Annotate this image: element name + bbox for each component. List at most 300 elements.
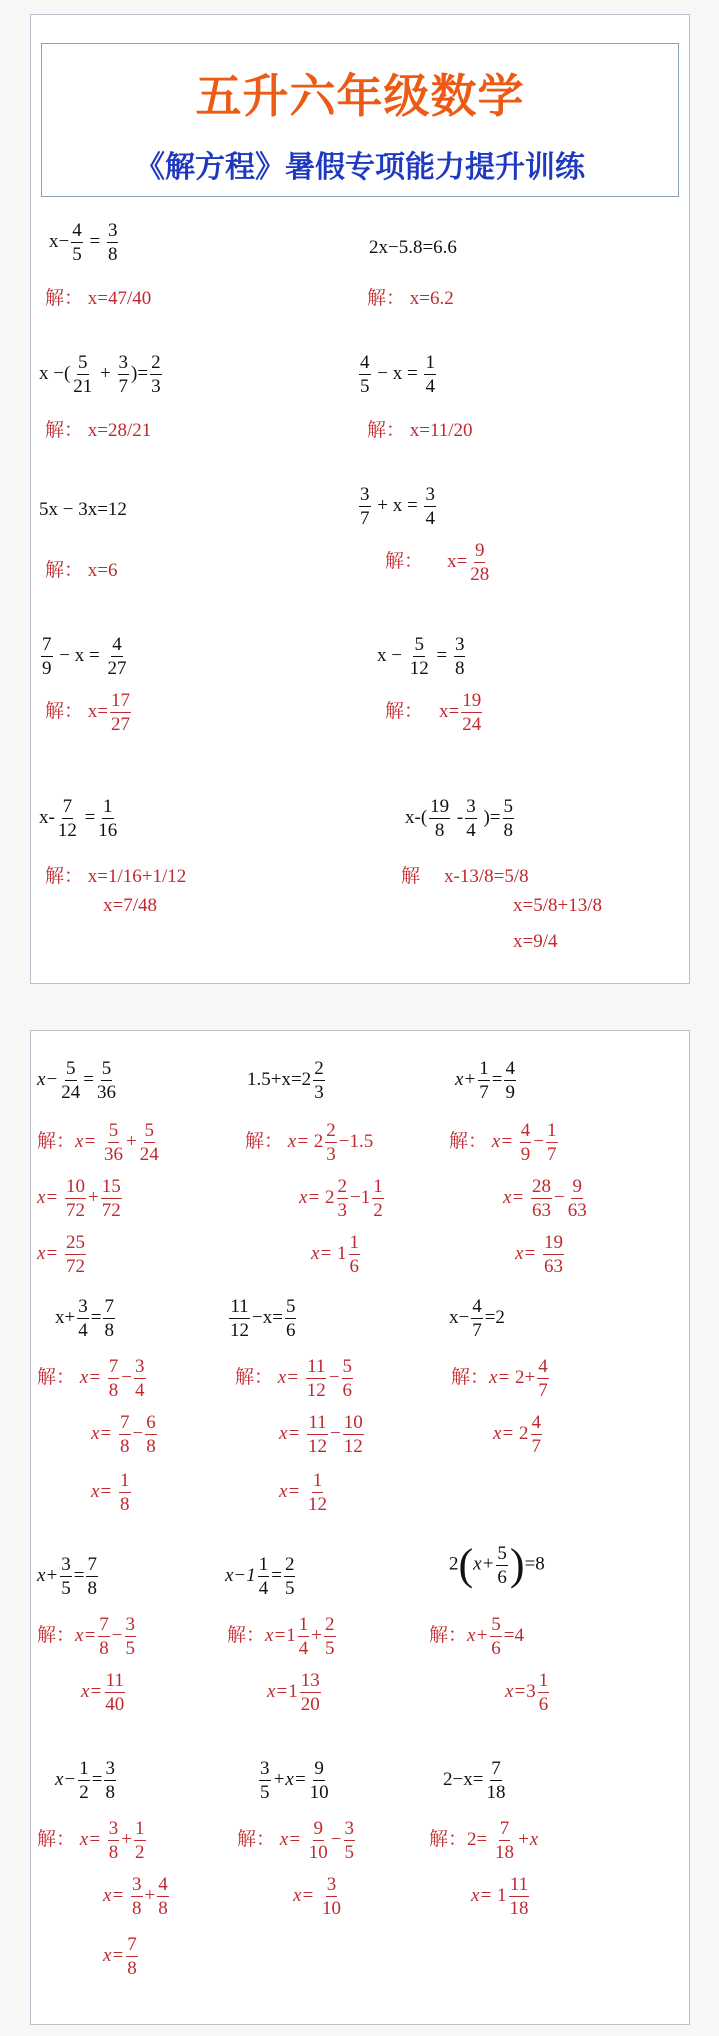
denominator: 4	[425, 508, 435, 529]
denominator: 5	[284, 1578, 295, 1599]
denominator: 8	[99, 1638, 109, 1659]
denominator: 5	[325, 1638, 335, 1659]
solution-q3	[449, 1121, 560, 1164]
denominator: 7	[360, 508, 370, 529]
solution-q4-step-2	[91, 1413, 159, 1456]
fraction	[106, 635, 127, 678]
fraction	[531, 1177, 552, 1220]
math-term: 2	[449, 1553, 459, 1575]
math-term: 2	[519, 1422, 529, 1444]
solution-q2	[245, 1121, 373, 1164]
numerator: 5	[497, 1542, 507, 1564]
math-term: 解：	[237, 1828, 276, 1850]
fraction	[104, 1759, 116, 1802]
solution-q1-step-3	[37, 1233, 88, 1276]
math-term: )=	[131, 362, 149, 384]
fraction	[372, 1177, 384, 1220]
numerator: 3	[61, 1554, 71, 1575]
fraction	[108, 1819, 120, 1862]
denominator: 28	[470, 564, 490, 585]
fraction	[108, 1357, 120, 1400]
solution-10-step-2: x=5/8+13/8	[513, 895, 602, 916]
fraction	[131, 1875, 143, 1918]
math-term: x −(	[39, 362, 71, 384]
numerator: 17	[110, 690, 130, 711]
math-term: 1	[497, 1884, 507, 1906]
numerator: 7	[99, 1614, 109, 1635]
numerator: 4	[158, 1874, 168, 1895]
denominator: 9	[520, 1144, 531, 1165]
fraction	[119, 1413, 131, 1456]
numerator: 11	[230, 1296, 249, 1317]
fraction	[71, 221, 83, 264]
numerator: 3	[326, 1874, 337, 1895]
numerator: 5	[342, 1356, 352, 1377]
denominator: 8	[454, 658, 465, 679]
solution-q6-step-2	[493, 1413, 544, 1456]
denominator: 3	[337, 1200, 348, 1221]
math-term: 2−x=	[443, 1768, 484, 1790]
math-term: x-	[39, 806, 55, 828]
math-term: +	[126, 1130, 137, 1152]
fraction	[307, 1413, 328, 1456]
solution-q11	[237, 1819, 357, 1862]
math-term: x=	[515, 1242, 537, 1264]
fraction	[306, 1357, 327, 1400]
fraction	[469, 541, 490, 584]
equation-q3	[455, 1059, 518, 1102]
numerator: 7	[104, 1296, 114, 1317]
math-term: 1.5+x=2	[247, 1068, 312, 1090]
denominator: 10	[308, 1842, 328, 1863]
denominator: 9	[42, 658, 52, 679]
numerator: 1	[479, 1058, 489, 1079]
math-term: 1	[286, 1624, 296, 1646]
math-term: =	[83, 1068, 94, 1090]
denominator: 6	[342, 1380, 352, 1401]
solution-q2-step-3	[311, 1233, 362, 1276]
denominator: 7	[479, 1082, 489, 1103]
math-term: (	[458, 1540, 474, 1589]
fraction	[504, 1059, 516, 1102]
solution-q12-step-2	[471, 1875, 532, 1918]
fraction	[359, 485, 371, 528]
math-term: 2	[313, 1130, 324, 1152]
math-term: =	[91, 1768, 103, 1790]
math-term: −	[111, 1624, 123, 1646]
math-term: =2	[484, 1306, 505, 1328]
fraction	[101, 1177, 122, 1220]
denominator: 72	[66, 1256, 86, 1277]
fraction	[494, 1819, 515, 1862]
numerator: 3	[132, 1874, 142, 1895]
math-term: − x =	[372, 362, 423, 384]
solution-5	[45, 555, 117, 582]
numerator: 9	[572, 1176, 582, 1197]
numerator: 3	[344, 1818, 354, 1839]
math-term: x=	[293, 1884, 315, 1906]
denominator: 5	[260, 1782, 270, 1803]
denominator: 9	[505, 1082, 515, 1103]
denominator: 4	[135, 1380, 145, 1401]
denominator: 5	[72, 244, 82, 265]
numerator: 5	[285, 1296, 296, 1317]
denominator: 27	[107, 658, 127, 679]
numerator: 4	[520, 1120, 531, 1141]
math-term: 解：	[227, 1624, 266, 1646]
numerator: 28	[532, 1176, 552, 1197]
solution-3	[45, 415, 151, 442]
page-title: 五升六年级数学	[195, 71, 525, 122]
denominator: 6	[349, 1256, 360, 1277]
numerator: 11	[308, 1412, 327, 1433]
math-term: x=	[279, 1828, 302, 1850]
fraction	[298, 1615, 310, 1658]
numerator: 1	[298, 1614, 309, 1635]
solution-q6	[451, 1357, 551, 1400]
denominator: 2	[79, 1782, 89, 1803]
math-term: 解：	[37, 1624, 76, 1646]
math-term: =	[84, 230, 105, 252]
math-term: 2=	[467, 1828, 488, 1850]
math-term: 解：	[45, 420, 84, 441]
denominator: 7	[547, 1144, 557, 1165]
denominator: 2	[373, 1200, 383, 1221]
denominator: 6	[285, 1320, 296, 1341]
math-term: 解：	[367, 288, 406, 309]
fraction	[546, 1121, 558, 1164]
math-term: =8	[524, 1553, 545, 1575]
math-term: x=	[37, 1186, 59, 1208]
denominator: 8	[104, 1320, 114, 1341]
math-term: x=6.2	[409, 288, 454, 309]
math-term: x=	[279, 1480, 301, 1502]
math-term: 3	[526, 1680, 536, 1702]
denominator: 8	[158, 1898, 168, 1919]
fraction	[344, 1819, 356, 1862]
numerator: 3	[105, 1758, 115, 1779]
fraction	[337, 1177, 349, 1220]
math-term: =	[90, 1306, 102, 1328]
math-term: 2+	[515, 1366, 536, 1388]
fraction	[103, 1121, 124, 1164]
denominator: 4	[425, 376, 435, 397]
numerator: 5	[78, 352, 88, 373]
denominator: 27	[110, 714, 130, 735]
math-term: x-(	[405, 806, 428, 828]
math-term: x−	[37, 1068, 59, 1090]
solution-q2-step-2	[299, 1177, 386, 1220]
equation-q4	[55, 1297, 117, 1340]
math-term: x−	[449, 1306, 470, 1328]
numerator: 7	[42, 634, 52, 655]
math-term: 解：	[37, 1366, 76, 1388]
denominator: 63	[544, 1256, 564, 1277]
fraction	[57, 797, 78, 840]
denominator: 3	[326, 1144, 336, 1165]
denominator: 10	[322, 1898, 342, 1919]
fraction	[509, 1875, 530, 1918]
fraction	[60, 1059, 81, 1102]
numerator: 2	[151, 352, 161, 373]
numerator: 3	[360, 484, 370, 505]
fraction	[285, 1297, 297, 1340]
solution-7	[45, 691, 133, 734]
math-term: −1.5	[338, 1130, 374, 1152]
worksheet-page-2	[30, 1030, 690, 2025]
math-term: x=	[81, 1680, 103, 1702]
numerator: 1	[349, 1232, 360, 1253]
fraction	[343, 1413, 364, 1456]
math-term: x=	[37, 1242, 59, 1264]
numerator: 2	[337, 1176, 348, 1197]
solution-q4-step-3	[91, 1471, 133, 1514]
fraction	[139, 1121, 160, 1164]
numerator: 3	[118, 352, 129, 373]
equation-q6	[449, 1297, 505, 1340]
solution-q1-step-2	[37, 1177, 124, 1220]
math-term: −x=	[252, 1306, 283, 1328]
solution-q10	[37, 1819, 148, 1862]
math-term: +	[144, 1884, 156, 1906]
solution-q5-step-2	[279, 1413, 366, 1456]
denominator: 20	[300, 1694, 320, 1715]
page-subtitle: 《解方程》暑假专项能力提升训练	[135, 151, 585, 184]
fraction	[150, 353, 162, 396]
math-term: x+	[473, 1553, 495, 1575]
numerator: 4	[505, 1058, 515, 1079]
denominator: 8	[503, 820, 514, 841]
math-term: −	[330, 1828, 342, 1850]
math-term: − x =	[54, 644, 105, 666]
fraction	[118, 353, 130, 396]
numerator: 1	[538, 1670, 549, 1691]
math-term: 解：	[367, 420, 406, 441]
numerator: 5	[101, 1058, 112, 1079]
math-term: =	[431, 644, 452, 666]
math-term: 解：	[45, 288, 84, 309]
fraction	[342, 1357, 354, 1400]
solution-8	[385, 691, 484, 734]
numerator: 11	[307, 1356, 326, 1377]
math-term: +	[311, 1624, 322, 1646]
math-term: 1	[288, 1680, 298, 1702]
denominator: 72	[101, 1200, 121, 1221]
numerator: 3	[454, 634, 465, 655]
math-term: x=	[447, 550, 468, 572]
math-term: x=	[265, 1624, 287, 1646]
fraction	[543, 1233, 564, 1276]
denominator: 12	[308, 1436, 328, 1457]
math-term: + x =	[372, 494, 423, 516]
numerator: 7	[108, 1356, 119, 1377]
math-term: x+	[467, 1624, 489, 1646]
math-term: 解：	[451, 1366, 490, 1388]
math-term: 解：	[245, 1130, 284, 1152]
denominator: 24	[462, 714, 482, 735]
fraction	[103, 1297, 115, 1340]
numerator: 4	[472, 1296, 482, 1317]
denominator: 40	[105, 1694, 125, 1715]
equation-5: 5x − 3x=12	[39, 499, 127, 520]
fraction	[324, 1615, 336, 1658]
numerator: 5	[108, 1120, 119, 1141]
solution-6	[385, 541, 492, 584]
numerator: 9	[474, 540, 485, 561]
denominator: 12	[343, 1436, 363, 1457]
math-term: -	[452, 806, 464, 828]
math-term: 解：	[45, 866, 84, 887]
fraction	[86, 1555, 98, 1598]
math-term: x=6	[87, 560, 118, 581]
math-term: )	[509, 1540, 525, 1589]
fraction	[134, 1819, 146, 1862]
denominator: 10	[309, 1782, 329, 1803]
fraction	[503, 797, 515, 840]
numerator: 5	[144, 1120, 154, 1141]
denominator: 12	[57, 820, 77, 841]
math-term: x=	[87, 700, 108, 722]
solution-q7-step-2	[81, 1671, 127, 1714]
fraction	[531, 1413, 543, 1456]
equation-3	[39, 353, 164, 396]
equation-q2	[247, 1059, 327, 1102]
denominator: 24	[61, 1082, 81, 1103]
numerator: 6	[146, 1412, 156, 1433]
math-term: x=	[491, 1130, 514, 1152]
fraction	[60, 1555, 72, 1598]
solution-q7	[37, 1615, 138, 1658]
math-term: −1	[350, 1186, 371, 1208]
denominator: 36	[96, 1082, 116, 1103]
solution-4	[367, 415, 473, 442]
numerator: 1	[135, 1818, 145, 1839]
numerator: 15	[101, 1176, 121, 1197]
denominator: 5	[360, 376, 370, 397]
fraction	[134, 1357, 146, 1400]
denominator: 5	[125, 1638, 135, 1659]
math-term: +	[88, 1186, 99, 1208]
numerator: 7	[62, 796, 73, 817]
numerator: 3	[78, 1296, 88, 1317]
denominator: 18	[509, 1898, 529, 1919]
denominator: 8	[120, 1494, 130, 1515]
numerator: 25	[66, 1232, 86, 1253]
equation-8	[377, 635, 467, 678]
denominator: 8	[107, 244, 118, 265]
numerator: 9	[314, 1758, 324, 1779]
math-term: x+	[455, 1068, 477, 1090]
math-term: +x=	[272, 1768, 307, 1790]
equation-1	[49, 221, 120, 264]
fraction	[98, 1615, 110, 1658]
numerator: 7	[120, 1412, 130, 1433]
math-term: x−	[49, 230, 70, 252]
title-box	[41, 43, 679, 197]
math-term: x=	[91, 1480, 113, 1502]
math-term: x=	[267, 1680, 289, 1702]
solution-q5-step-3	[279, 1471, 330, 1514]
numerator: 5	[503, 796, 514, 817]
math-term: x=	[277, 1366, 300, 1388]
numerator: 19	[430, 796, 450, 817]
fraction	[496, 1544, 508, 1587]
solution-q10-step-3	[103, 1935, 140, 1978]
numerator: 1	[425, 352, 435, 373]
fraction	[41, 635, 53, 678]
denominator: 5	[61, 1578, 71, 1599]
math-term: x=	[79, 1366, 102, 1388]
denominator: 6	[491, 1638, 501, 1659]
fraction	[490, 1615, 502, 1658]
numerator: 9	[313, 1818, 324, 1839]
math-term: x-13/8=5/8	[444, 866, 529, 887]
numerator: 2	[325, 1614, 335, 1635]
denominator: 18	[494, 1842, 514, 1863]
fraction	[538, 1671, 550, 1714]
fraction	[321, 1875, 342, 1918]
math-term: x=	[75, 1130, 97, 1152]
math-term: 解：	[429, 1828, 468, 1850]
math-term: x−1	[225, 1564, 256, 1586]
denominator: 8	[132, 1898, 142, 1919]
equation-q8	[225, 1555, 297, 1598]
numerator: 11	[105, 1670, 124, 1691]
solution-q3-step-3	[515, 1233, 566, 1276]
math-term: x+	[37, 1564, 59, 1586]
fraction	[65, 1177, 86, 1220]
math-term: −	[554, 1186, 565, 1208]
denominator: 8	[146, 1436, 156, 1457]
solution-10	[401, 861, 529, 888]
math-term: 解：	[429, 1624, 468, 1646]
denominator: 4	[78, 1320, 88, 1341]
denominator: 8	[108, 1842, 119, 1863]
fraction	[97, 797, 118, 840]
solution-q10-step-2	[103, 1875, 171, 1918]
fraction	[424, 353, 436, 396]
math-term: x=	[79, 1828, 102, 1850]
numerator: 1	[547, 1120, 557, 1141]
solution-1	[45, 283, 151, 310]
math-term: =4	[503, 1624, 524, 1646]
numerator: 11	[509, 1874, 529, 1895]
math-term: x=	[493, 1422, 515, 1444]
fraction	[465, 797, 477, 840]
numerator: 4	[538, 1356, 548, 1377]
math-term: x=	[505, 1680, 527, 1702]
solution-q9	[429, 1615, 524, 1658]
denominator: 3	[314, 1082, 324, 1103]
numerator: 13	[300, 1670, 320, 1691]
denominator: 63	[532, 1200, 552, 1221]
numerator: 2	[326, 1120, 336, 1141]
denominator: 2	[135, 1842, 145, 1863]
worksheet-page-1	[30, 14, 690, 984]
numerator: 2	[284, 1554, 295, 1575]
math-term: x=	[311, 1242, 333, 1264]
math-term: 2	[325, 1186, 335, 1208]
fraction	[307, 1471, 328, 1514]
fraction	[77, 1297, 89, 1340]
fraction	[229, 1297, 250, 1340]
denominator: 21	[73, 376, 93, 397]
equation-q7	[37, 1555, 100, 1598]
equation-6	[357, 485, 438, 528]
fraction	[78, 1759, 90, 1802]
fraction	[349, 1233, 361, 1276]
fraction	[104, 1671, 125, 1714]
